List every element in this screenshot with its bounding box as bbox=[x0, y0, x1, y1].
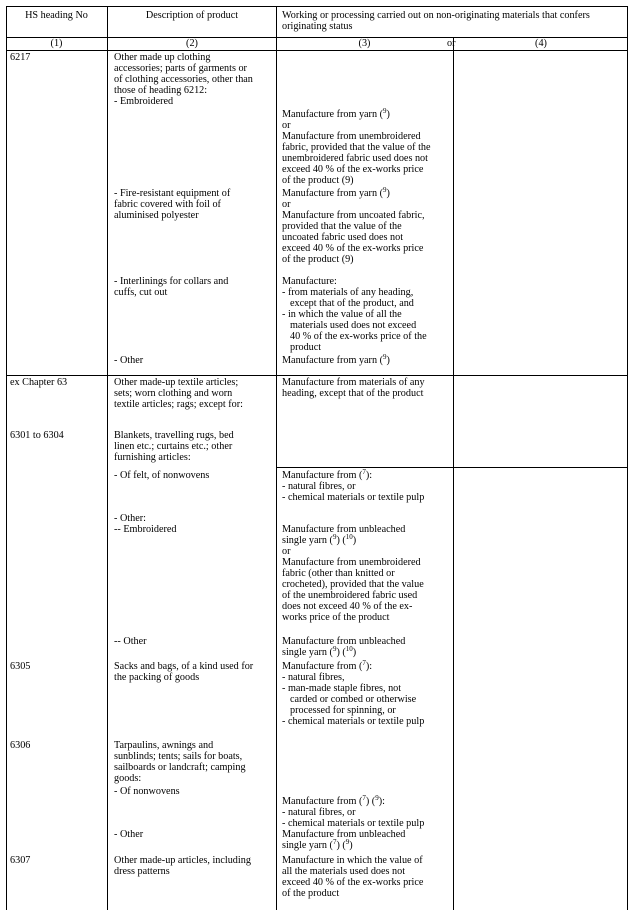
desc-6306-nonwovens: - Of nonwovens bbox=[114, 786, 180, 797]
col-divider-2 bbox=[276, 6, 277, 910]
desc-6306-other: - Other bbox=[114, 829, 144, 840]
table-left-border bbox=[6, 6, 7, 910]
rules-of-origin-table: HS heading No Description of product Working or processing carried out on non-originating materials that confers originating status (1) (2) (3) or (4) 6217 Other made up clothing accessories; parts of garments or of clothing accessories, other than those of heading 6212: - Embroidered Manufacture from yarn ($^9$) or Manufacture from unembroidered fabric, provided that the value of the unembroidered fabric used does not exceed 40 % of the ex-works price of the product (9) - Fire-resistant equipment of fabric covered with foil of aluminised polyester Manufacture from yarn ($^9$) or Manufacture from uncoated fabric, provided that the value of the uncoated fabric used does not exceed 40 % of the ex-works price of the product (9) - Interlinings for collars and cuffs, cut out Manufacture: - from materials of any heading, except that of the product, and - in which the value of all the materials used does not exceed 40 % of the ex-works price of the product - Other Manufacture from yarn ($^9$) ex Chapter 63 Other made-up textile articles; sets; worn clothing and worn textile articles; rags; except for: Manufacture from materials of any heading, except that of the product 6301 to 6304 Blankets, travelling rugs, bed linen etc.; curtains etc.; other furnishing articles: - Of felt, of nonwovens Manufacture from ($^7$): - natural fibres, or - chemical materials or textile pulp - Other: -- Embroidered Manufacture from unbleached single yarn ($^9$) ($^{10}$) or Manufacture from unembroidered fabric (other than knitted or crocheted), provided that the value of the unembroidered fabric used does not exceed 40 % of the ex- works price of the product -- Other Manufacture from unbleached single yarn ($^9$) ($^{10}$) 6305 Sacks and bags, of a kind used for the packing of goods Manufacture from ($^7$): - natural fibres, - man-made staple fibres, not carded or combed or otherwise processed for spinning, or - chemical materials or textile pulp 6306 Tarpaulins, awnings and sunblinds; tents; sails for boats, sailboards or landcraft; camping goods: - Of nonwovens Manufacture from ($^7$) ($^9$): - natural fibres, or - chemical materials or textile pulp - Other Manufacture from unbleached single yarn ($^7$) ($^9$) 6307 Other made-up articles, including dress patterns Manufacture in which the value of all the materials used does not exceed 40 % of the ex-works price of the product bbox=[6, 6, 628, 910]
col-number-4: (4) bbox=[535, 38, 547, 49]
desc-6301-felt: - Of felt, of nonwovens bbox=[114, 470, 210, 481]
col-divider-1 bbox=[107, 6, 108, 910]
desc-6301-other-2: -- Other bbox=[114, 636, 147, 647]
desc-6301-embroidered: -- Embroidered bbox=[114, 524, 177, 535]
header-description: Description of product bbox=[145, 10, 239, 21]
desc-6217-other: - Other bbox=[114, 355, 144, 366]
desc-6301-other: - Other: bbox=[114, 513, 146, 524]
heading-6305: 6305 bbox=[10, 661, 31, 672]
heading-6301-to-6304: 6301 to 6304 bbox=[10, 430, 64, 441]
row-divider-ch63 bbox=[6, 375, 628, 376]
header-working-line2: originating status bbox=[282, 21, 353, 32]
col-number-1: (1) bbox=[50, 38, 63, 49]
col-number-3: (3) bbox=[358, 38, 371, 49]
col-number-or: or bbox=[447, 38, 456, 49]
table-top-border bbox=[6, 6, 628, 7]
col-number-bottom-border bbox=[6, 50, 628, 51]
work-6217-other: Manufacture from yarn ($^9$) bbox=[282, 353, 390, 366]
col-divider-3 bbox=[453, 37, 454, 910]
heading-6217: 6217 bbox=[10, 52, 31, 63]
row-divider-felt bbox=[276, 467, 628, 468]
heading-6307: 6307 bbox=[10, 855, 31, 866]
table-right-border bbox=[627, 6, 628, 910]
header-working-line1: Working or processing carried out on non-originating materials that confers bbox=[282, 10, 590, 21]
header-hs-heading: HS heading No bbox=[25, 10, 88, 21]
heading-ex-chapter-63: ex Chapter 63 bbox=[10, 377, 68, 388]
desc-6217-embroidered: - Embroidered bbox=[114, 96, 174, 107]
heading-6306: 6306 bbox=[10, 740, 31, 751]
col-number-2: (2) bbox=[186, 38, 198, 49]
